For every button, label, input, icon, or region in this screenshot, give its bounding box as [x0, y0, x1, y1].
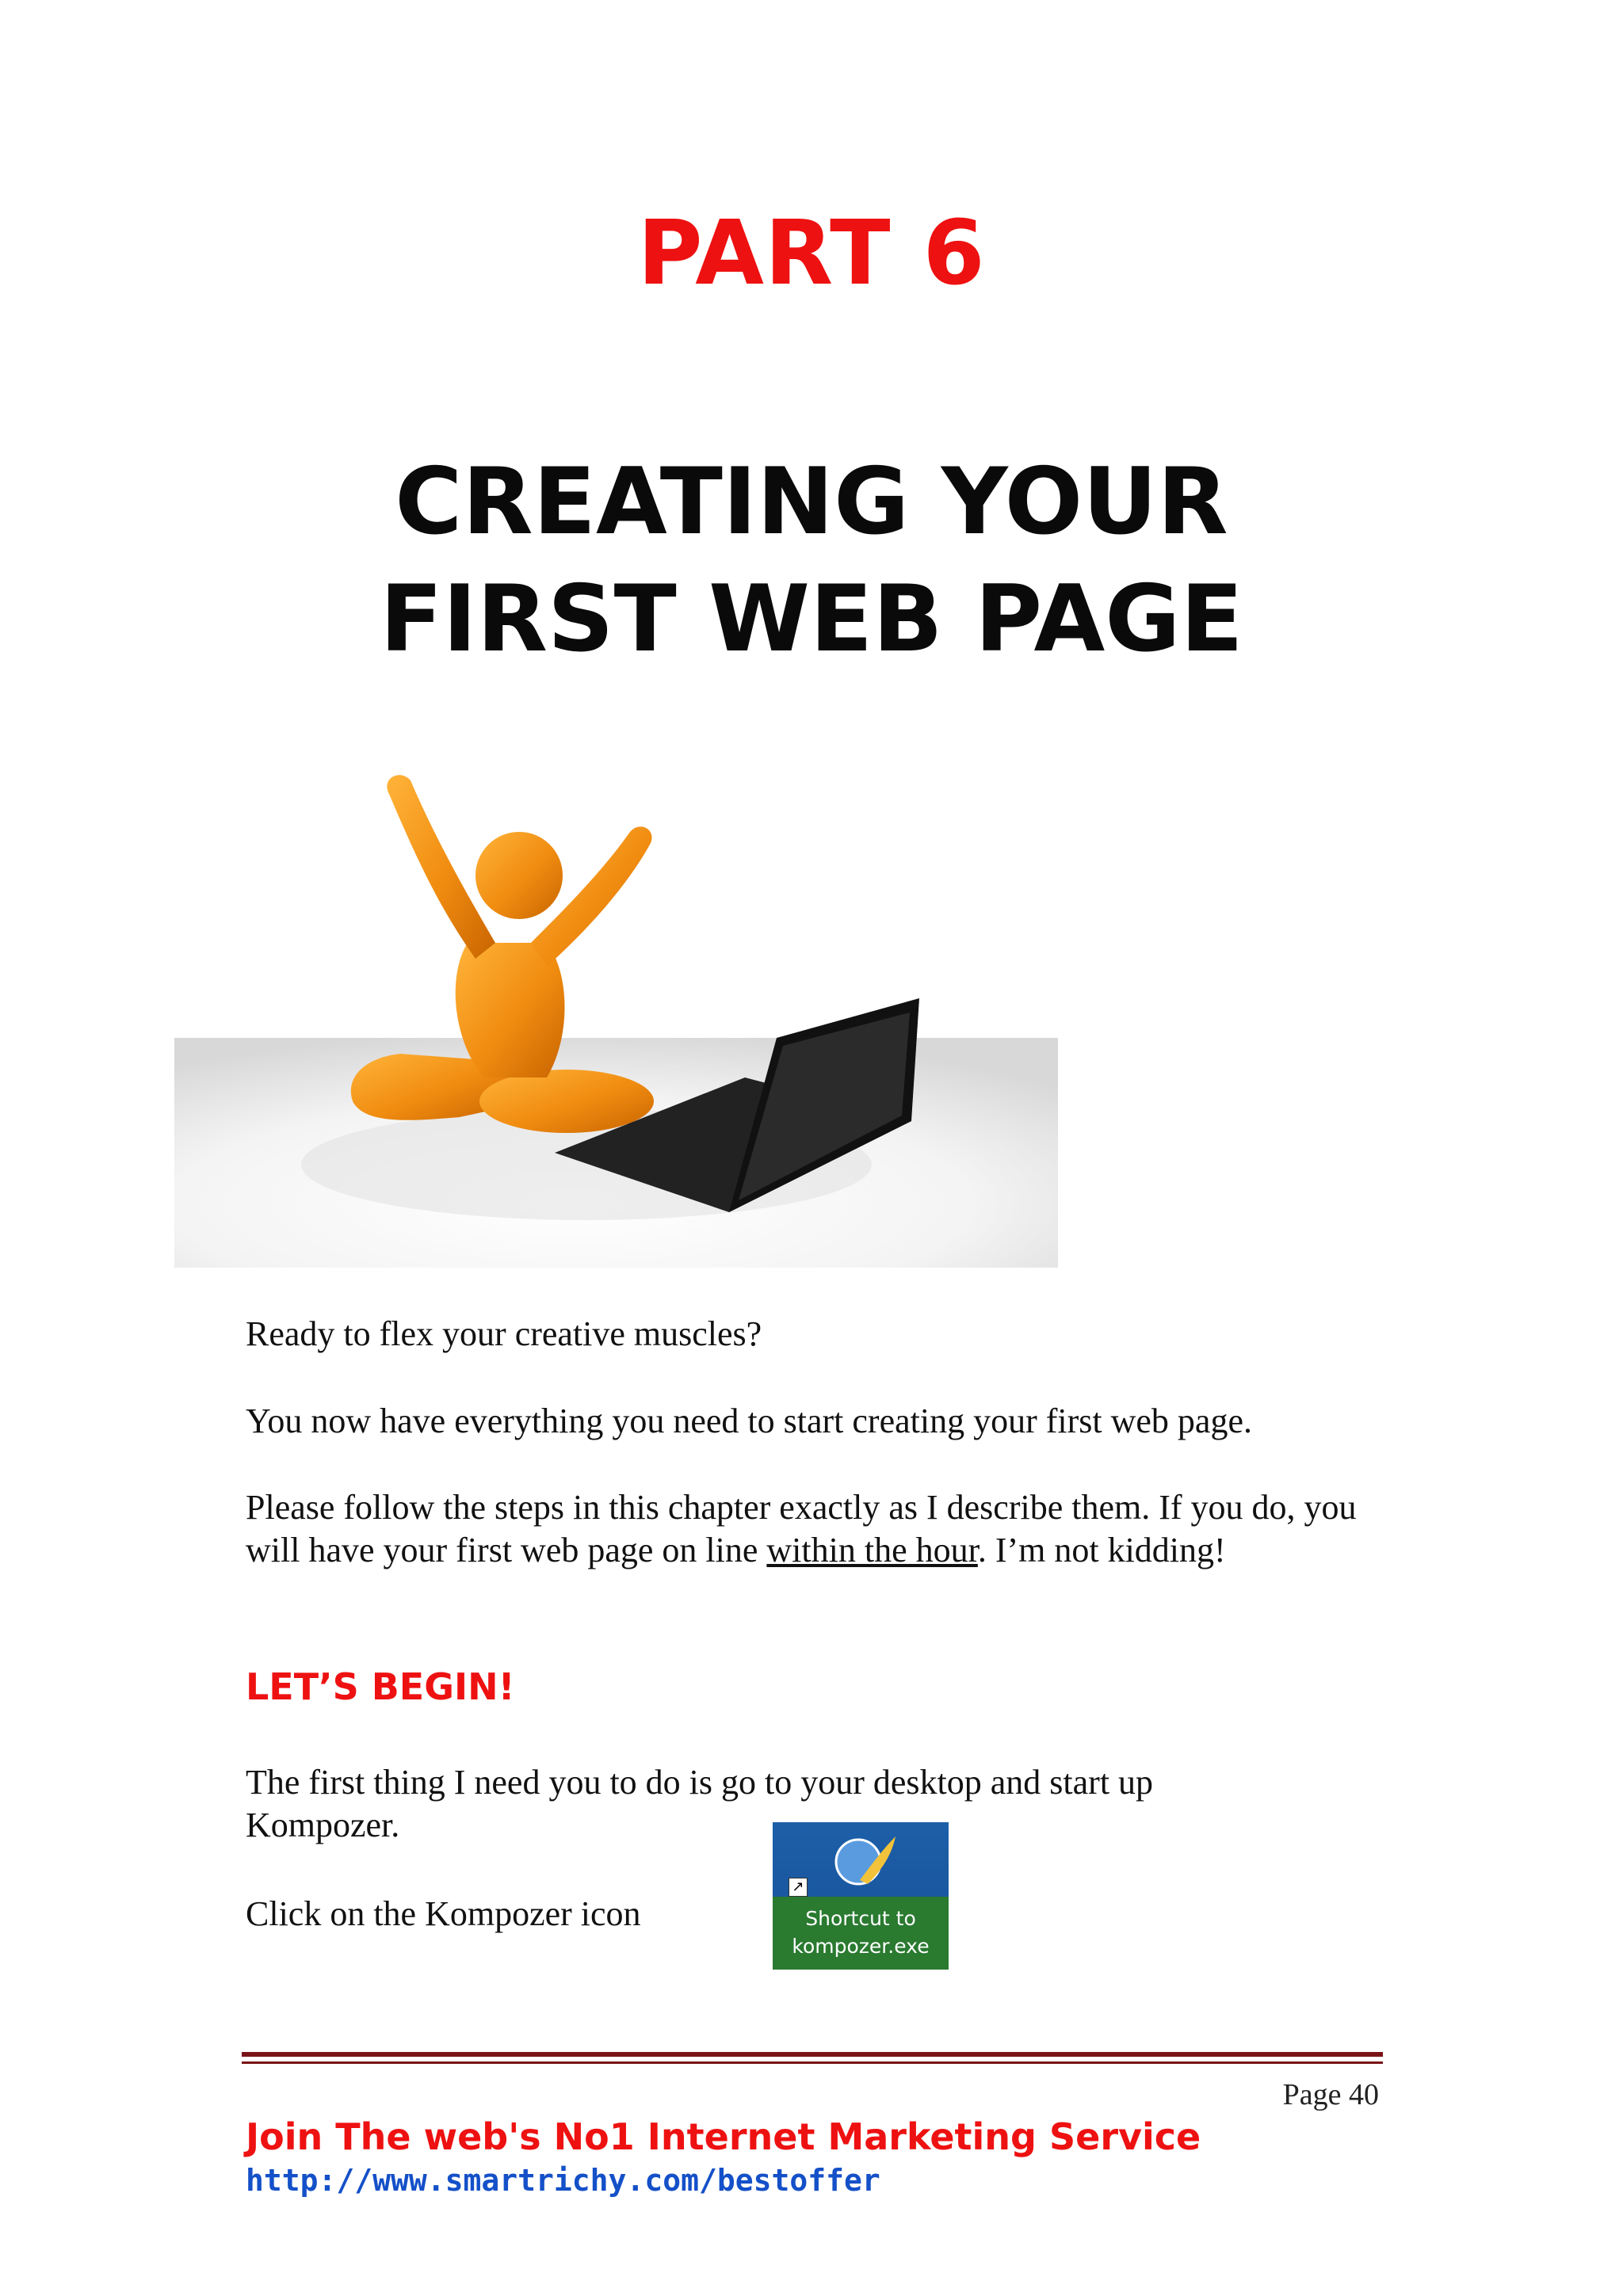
- part-title: PART 6: [637, 202, 986, 305]
- footer-promo: Join The web's No1 Internet Marketing Service: [246, 2115, 1201, 2158]
- desktop-step-paragraph: The first thing I need you to do is go to your desktop and start up Kompozer.: [246, 1763, 1154, 1844]
- footer-link[interactable]: http://www.smartrichy.com/bestoffer: [246, 2163, 880, 2198]
- chapter-title-line2: FIRST WEB PAGE: [380, 566, 1243, 673]
- kompozer-shortcut-icon[interactable]: [773, 1822, 949, 1970]
- icon-label-line1: Shortcut to: [805, 1907, 916, 1930]
- click-icon-paragraph: Click on the Kompozer icon: [246, 1894, 641, 1933]
- celebrating-figure-illustration: [174, 705, 1058, 1268]
- instructions-paragraph: [246, 1486, 1379, 1572]
- footer-divider: [242, 2052, 1383, 2057]
- kompozer-globe-icon: [828, 1829, 899, 1892]
- instructions-text-start: Please follow the steps in this chapter exactly as I describe them. If you do, you will have your first web page on line: [246, 1488, 1357, 1569]
- chapter-title-line1: CREATING YOUR: [395, 448, 1228, 555]
- shortcut-arrow-icon: ↗: [789, 1878, 808, 1897]
- within-the-hour-text: within the hour: [766, 1531, 978, 1569]
- intro-paragraph: Ready to flex your creative muscles?: [246, 1314, 762, 1353]
- chapter-title: [0, 444, 1623, 678]
- lets-begin-heading: LET’S BEGIN!: [246, 1665, 515, 1708]
- ready-paragraph: You now have everything you need to start creating your first web page.: [246, 1402, 1252, 1440]
- instructions-text-end: . I’m not kidding!: [977, 1531, 1226, 1569]
- footer-divider-thin: [242, 2061, 1383, 2064]
- page-number: Page 40: [1282, 2078, 1379, 2111]
- icon-label-line2: kompozer.exe: [792, 1935, 930, 1958]
